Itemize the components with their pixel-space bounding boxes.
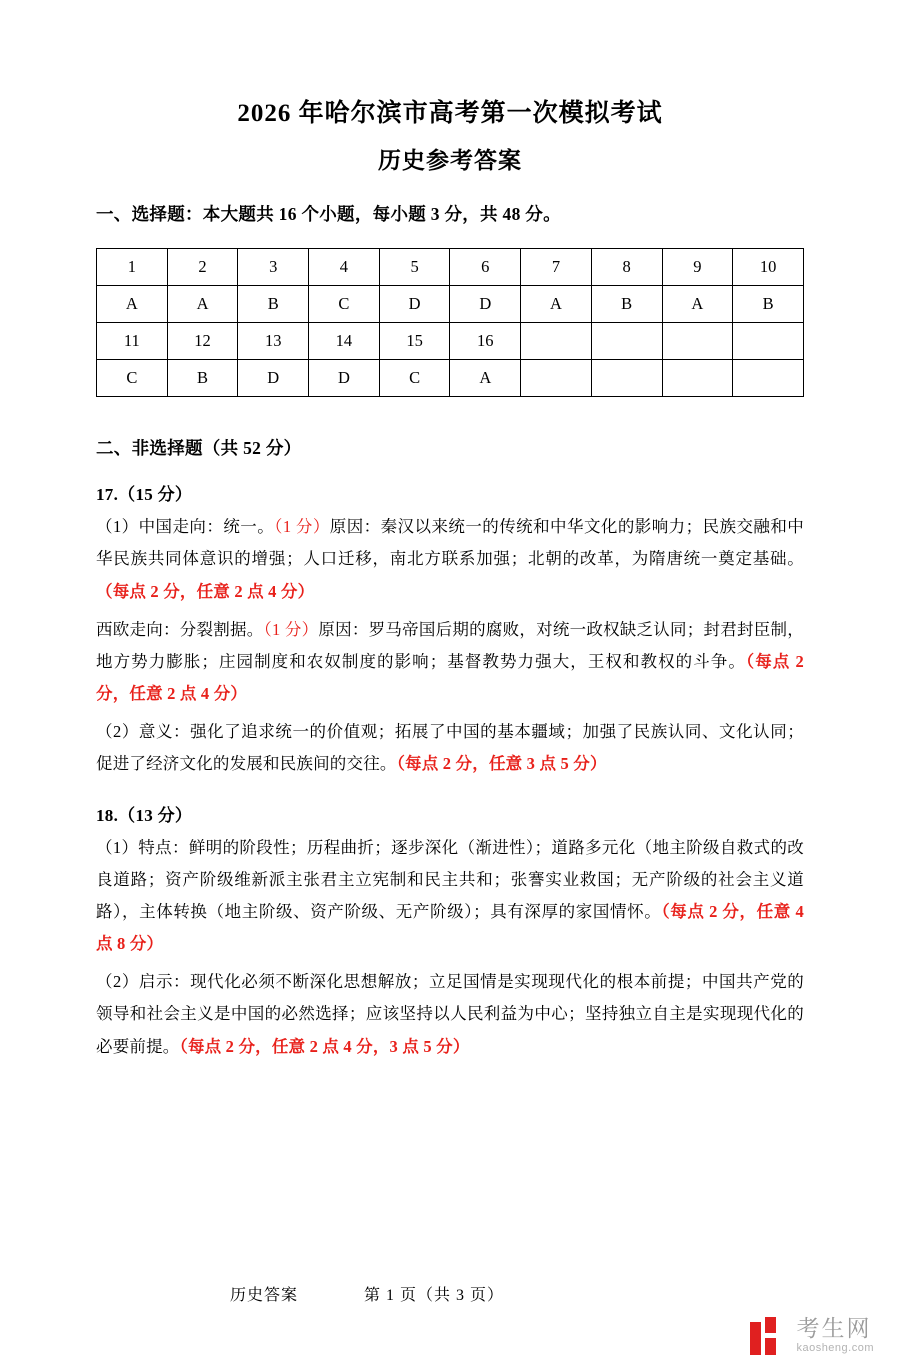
watermark-name-cn: 考生网 [796,1315,872,1342]
answer-text-segment: 原因：秦汉以来统一的传统和中华文化的影响力；民族交融和中华民族共同体意识的增强；人口迁移，南北方联系加强；北朝的改革，为隋唐统一奠定基础。 [96,517,804,569]
table-cell: A [97,286,168,323]
table-cell: 15 [379,323,450,360]
page-title: 2026 年哈尔滨市高考第一次模拟考试 [237,100,663,127]
table-cell: 7 [521,249,592,286]
table-cell: 11 [97,323,168,360]
table-cell: 4 [309,249,380,286]
answer-text-segment: （每点 2 分，任意 2 点 4 分，3 点 5 分） [179,1036,470,1056]
answer-paragraph [96,832,804,961]
page-subtitle: 历史参考答案 [378,148,522,173]
table-cell: D [309,360,380,397]
table-cell: A [521,286,592,323]
table-cell: B [733,286,804,323]
table-cell: B [238,286,309,323]
section-two-heading: 二、非选择题（共 52 分） [96,438,302,459]
table-cell: A [450,360,521,397]
table-row [97,323,804,360]
answer-text-segment: （每点 2 分，任意 2 点 4 分） [96,581,315,601]
question-block-18 [96,801,804,1063]
table-cell [521,360,592,397]
table-cell [591,360,662,397]
table-cell: 2 [167,249,238,286]
answer-text-segment: （2）启示：现代化必须不断深化思想解放；立足国情是实现现代化的根本前提；中国共产党的领导和社会主义是中国的必然选择；应该坚持以人民利益为中心；坚持独立自主是实现现代化的必要前提。 [96,972,804,1056]
watermark-name-en: kaosheng.com [796,1342,874,1355]
table-cell [521,323,592,360]
answer-text-segment: （1）中国走向：统一。 [96,517,275,537]
table-cell: B [591,286,662,323]
answer-paragraph [96,966,804,1063]
answer-text-segment: （2）意义：强化了追求统一的价值观；拓展了中国的基本疆域；加强了民族认同、文化认同；促进了经济文化的发展和民族间的交往。 [96,722,804,774]
table-cell: A [662,286,733,323]
answer-key-table [96,248,804,397]
answer-text-segment: （1 分） [274,517,330,537]
answer-text-segment: （每点 2 分，任意 3 点 5 分） [396,754,607,774]
table-cell: 8 [591,249,662,286]
table-cell: D [379,286,450,323]
table-cell: 5 [379,249,450,286]
table-cell: 1 [97,249,168,286]
table-cell: D [450,286,521,323]
question-heading: 17.（15 分） [96,485,193,505]
table-cell: 13 [238,323,309,360]
table-cell: D [238,360,309,397]
section-one-heading: 一、选择题：本大题共 16 个小题，每小题 3 分，共 48 分。 [96,204,561,225]
table-cell [733,323,804,360]
table-cell: 12 [167,323,238,360]
watermark [750,1316,874,1355]
table-cell: 6 [450,249,521,286]
table-cell: A [167,286,238,323]
table-cell: 9 [662,249,733,286]
table-cell: B [167,360,238,397]
question-heading: 18.（13 分） [96,805,193,825]
page-footer [0,1282,900,1305]
table-cell [591,323,662,360]
table-row [97,286,804,323]
document-page [0,96,900,1367]
table-cell [662,360,733,397]
answer-text-segment: （1 分） [263,619,319,639]
answer-text-segment: （1）特点：鲜明的阶段性；历程曲折；逐步深化（渐进性）；道路多元化（地主阶级自救式的改良道路；资产阶级维新派主张君主立宪制和民主共和；张謇实业救国；无产阶级的社会主义道路），主体转换（地主阶级、资产阶级、无产阶级）；具有深厚的家国情怀。 [96,837,804,921]
page-number: 第 1 页（共 3 页） [364,1287,505,1304]
answer-text-segment: （每点 2 分，任意 4 点 8 分） [96,901,804,954]
footer-label: 历史答案 [230,1287,299,1304]
table-cell: C [379,360,450,397]
answer-paragraph [96,716,804,780]
answer-paragraph [96,614,804,711]
answer-text-segment: 原因：罗马帝国后期的腐败，对统一政权缺乏认同；封君封臣制，地方势力膨胀；庄园制度和农奴制度的影响；基督教势力强大，王权和教权的斗争。 [96,619,805,671]
table-cell: 14 [309,323,380,360]
table-cell: C [309,286,380,323]
table-row [97,249,804,286]
table-cell: 3 [238,249,309,286]
table-cell [733,360,804,397]
answer-text-segment: 西欧走向：分裂割据。 [96,619,264,639]
question-block-17 [96,480,804,780]
table-cell: C [97,360,168,397]
table-cell: 16 [450,323,521,360]
table-row [97,360,804,397]
table-cell: 10 [733,249,804,286]
table-cell [662,323,733,360]
answer-text-segment: （每点 2 分，任意 2 点 4 分） [96,651,805,704]
kaosheng-logo-icon [750,1317,788,1355]
answer-paragraph [96,511,804,608]
